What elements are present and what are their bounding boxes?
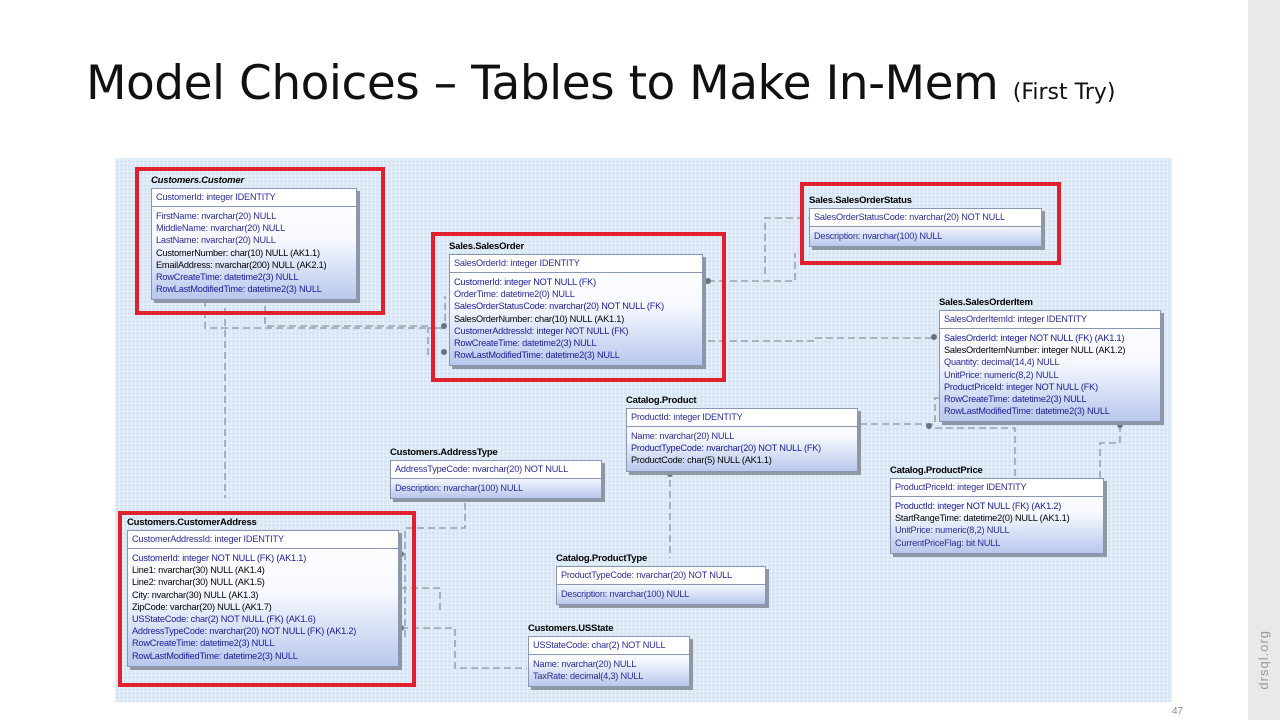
column: Name: nvarchar(20) NULL <box>631 431 735 441</box>
column: CustomerId: integer NOT NULL (FK) (AK1.1) <box>132 553 307 563</box>
entity-title: Sales.SalesOrderStatus <box>809 195 912 206</box>
entity-table <box>626 408 858 472</box>
column: TaxRate: decimal(4,3) NULL <box>533 671 644 682</box>
slide-title <box>86 56 1116 111</box>
slide-title-sub: (First Try) <box>1012 80 1116 105</box>
primary-key-column: ProductId: integer IDENTITY <box>627 409 857 427</box>
column: USStateCode: char(2) NOT NULL (FK) (AK1.6) <box>132 614 316 625</box>
column: RowCreateTime: datetime2(3) NULL <box>156 272 299 283</box>
column: ProductCode: char(5) NULL (AK1.1) <box>631 455 772 466</box>
column: CustomerAddressId: integer NOT NULL (FK) <box>454 325 629 336</box>
column: CurrentPriceFlag: bit NULL <box>895 537 1001 548</box>
column: SalesOrderStatusCode: nvarchar(20) NOT NULL (FK) <box>454 301 664 312</box>
column: CustomerId: integer NOT NULL (FK) <box>454 277 596 287</box>
primary-key-column: CustomerId: integer IDENTITY <box>152 189 356 207</box>
highlight-box-customer <box>135 167 385 315</box>
entity-customers-addresstype[interactable] <box>390 446 602 499</box>
sidebar-site-label: drsql.org <box>1256 630 1271 690</box>
column: SalesOrderId: integer NOT NULL (FK) (AK1.1) <box>944 333 1125 343</box>
column: FirstName: nvarchar(20) NULL <box>156 211 276 221</box>
column: EmailAddress: nvarchar(200) NULL (AK2.1) <box>156 259 327 270</box>
column: RowLastModifiedTime: datetime2(3) NULL <box>156 284 322 295</box>
column: UnitPrice: numeric(8,2) NULL <box>895 525 1010 536</box>
entity-table <box>556 566 766 605</box>
primary-key-column: SalesOrderStatusCode: nvarchar(20) NOT NULL <box>810 209 1041 227</box>
entity-table <box>890 478 1104 554</box>
column: RowCreateTime: datetime2(3) NULL <box>454 338 597 349</box>
entity-title: Customers.USState <box>528 623 614 634</box>
entity-title: Sales.SalesOrder <box>449 241 524 252</box>
highlight-box-salesorder <box>431 232 726 382</box>
entity-catalog-producttype[interactable] <box>556 552 766 605</box>
entity-catalog-productprice[interactable] <box>890 464 1104 554</box>
page-number: 47 <box>1172 706 1184 717</box>
primary-key-column: ProductPriceId: integer IDENTITY <box>891 479 1103 497</box>
column: MiddleName: nvarchar(20) NULL <box>156 223 286 234</box>
highlight-box-customeraddress <box>118 511 416 687</box>
primary-key-column: ProductTypeCode: nvarchar(20) NOT NULL <box>557 567 765 585</box>
entity-customers-usstate[interactable] <box>528 622 690 687</box>
column: Name: nvarchar(20) NULL <box>533 659 637 669</box>
entity-title: Customers.Customer <box>151 175 245 186</box>
primary-key-column: USStateCode: char(2) NOT NULL <box>529 637 689 655</box>
column: RowLastModifiedTime: datetime2(3) NULL <box>944 406 1110 417</box>
column: OrderTime: datetime2(0) NULL <box>454 289 575 300</box>
column: CustomerNumber: char(10) NULL (AK1.1) <box>156 247 320 258</box>
column: RowLastModifiedTime: datetime2(3) NULL <box>454 350 620 361</box>
column: ProductTypeCode: nvarchar(20) NOT NULL (FK) <box>631 443 822 454</box>
column: RowCreateTime: datetime2(3) NULL <box>944 394 1087 405</box>
column: AddressTypeCode: nvarchar(20) NOT NULL (FK) (AK1.2) <box>132 626 357 637</box>
entity-title: Catalog.Product <box>626 395 697 406</box>
column: Line1: nvarchar(30) NULL (AK1.4) <box>132 565 265 576</box>
column: ProductPriceId: integer NOT NULL (FK) <box>944 381 1098 392</box>
column: City: nvarchar(30) NULL (AK1.3) <box>132 589 259 600</box>
relationship-endpoint <box>667 471 673 477</box>
entity-title: Customers.AddressType <box>390 447 498 458</box>
relationship-endpoint <box>926 423 932 429</box>
slide-title-main: Model Choices – Tables to Make In-Mem <box>86 56 999 111</box>
entity-table <box>528 636 690 687</box>
column: Description: nvarchar(100) NULL <box>561 589 690 599</box>
entity-title: Catalog.ProductType <box>556 553 648 564</box>
column: Description: nvarchar(100) NULL <box>395 483 524 493</box>
highlight-box-salesorderstatus <box>800 182 1061 265</box>
entity-sales-salesorderitem[interactable] <box>939 296 1161 422</box>
primary-key-column: SalesOrderId: integer IDENTITY <box>450 255 702 273</box>
column: SalesOrderNumber: char(10) NULL (AK1.1) <box>454 313 625 324</box>
entity-title: Sales.SalesOrderItem <box>939 297 1033 308</box>
entity-table <box>939 310 1161 422</box>
column: Line2: nvarchar(30) NULL (AK1.5) <box>132 577 265 588</box>
column: Quantity: decimal(14,4) NULL <box>944 357 1060 368</box>
entity-catalog-product[interactable] <box>626 394 858 472</box>
column: RowCreateTime: datetime2(3) NULL <box>132 638 275 649</box>
entity-table <box>390 460 602 499</box>
relationship-endpoint <box>931 334 937 340</box>
column: SalesOrderItemNumber: integer NULL (AK1.2) <box>944 345 1126 356</box>
right-sidebar-strip <box>1248 0 1280 720</box>
entity-title: Catalog.ProductPrice <box>890 465 983 476</box>
column: Description: nvarchar(100) NULL <box>814 231 943 241</box>
entity-title: Customers.CustomerAddress <box>127 517 257 528</box>
relationship-line <box>708 338 935 341</box>
column: LastName: nvarchar(20) NULL <box>156 235 276 246</box>
primary-key-column: SalesOrderItemId: integer IDENTITY <box>940 311 1160 329</box>
relationship-line <box>401 628 527 668</box>
column: ProductId: integer NOT NULL (FK) (AK1.2) <box>895 501 1062 511</box>
primary-key-column: CustomerAddressId: integer IDENTITY <box>128 531 398 549</box>
relationship-endpoint <box>1117 422 1123 428</box>
column: ZipCode: varchar(20) NULL (AK1.7) <box>132 601 272 612</box>
column: RowLastModifiedTime: datetime2(3) NULL <box>132 650 298 661</box>
column: StartRangeTime: datetime2(0) NULL (AK1.1) <box>895 513 1070 524</box>
primary-key-column: AddressTypeCode: nvarchar(20) NOT NULL <box>391 461 601 479</box>
column: UnitPrice: numeric(8,2) NULL <box>944 369 1059 380</box>
